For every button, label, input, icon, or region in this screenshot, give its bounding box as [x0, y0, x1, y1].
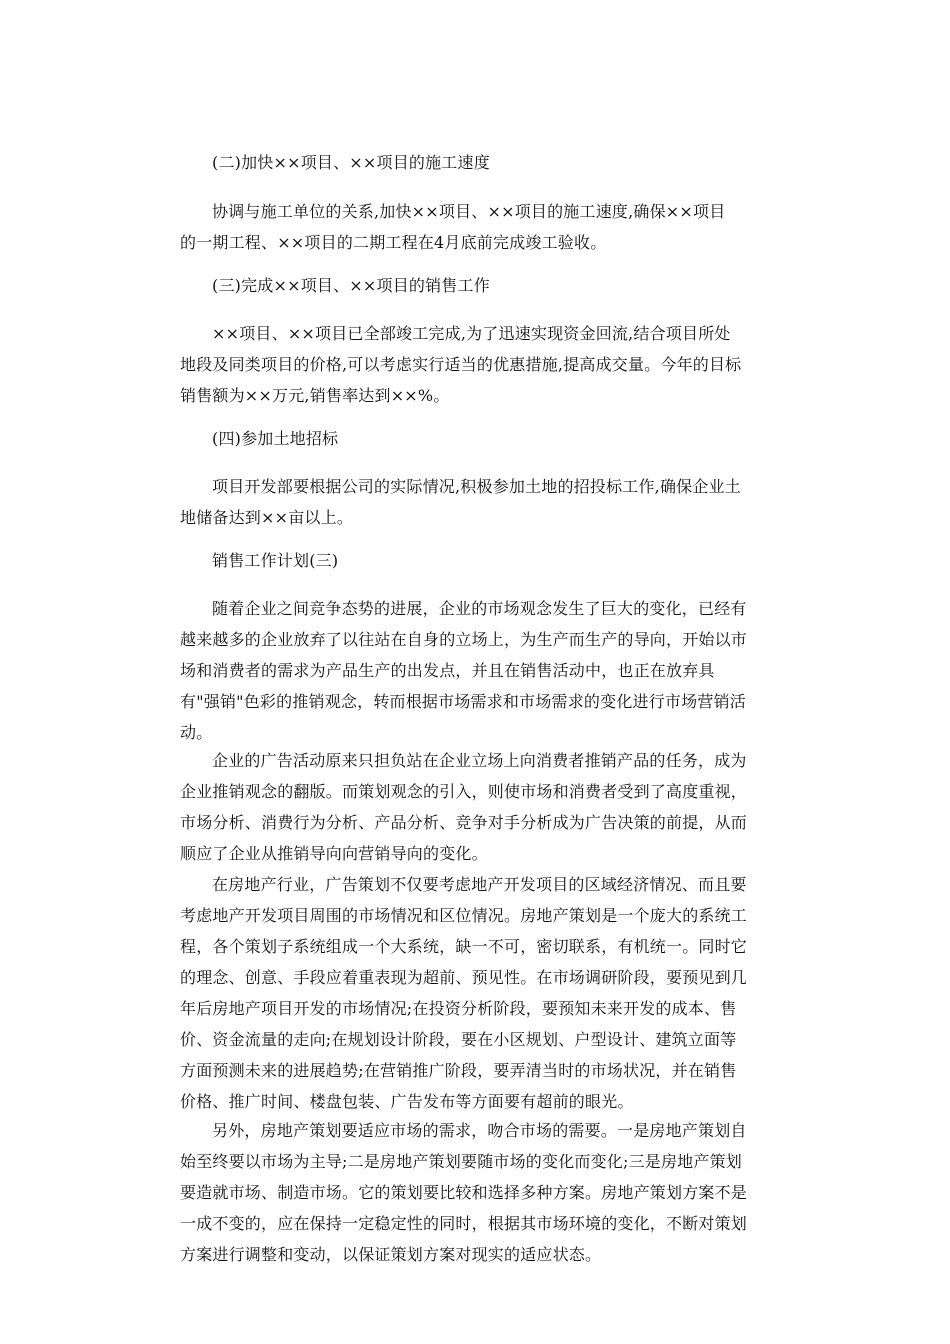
body-line: 价格、推广时间、楼盘包装、广告发布等方面要有超前的眼光。: [180, 1092, 634, 1111]
body-line: 方案进行调整和变动，以保证策划方案对现实的适应状态。: [180, 1245, 602, 1264]
body-line: 要造就市场、制造市场。它的策划要比较和选择多种方案。房地产策划方案不是: [180, 1183, 748, 1202]
body-line: 程，各个策划子系统组成一个大系统，缺一不可，密切联系，有机统一。同时它: [180, 937, 748, 956]
section-body-4: [180, 471, 780, 533]
heading-text: (三)完成××项目、××项目的销售工作: [212, 276, 490, 295]
body-line: 销售额为××万元,销售率达到××%。: [180, 386, 450, 405]
heading-text: (二)加快××项目、××项目的施工速度: [212, 153, 490, 172]
body-line: 企业推销观念的翻版。而策划观念的引入，则使市场和消费者受到了高度重视，: [180, 782, 748, 801]
body-line: 始至终要以市场为主导;二是房地产策划要随市场的变化而变化;三是房地产策划: [180, 1152, 742, 1171]
body-line: 的一期工程、××项目的二期工程在4月底前完成竣工验收。: [180, 233, 607, 252]
section-body-2: [180, 196, 780, 258]
body-line: 动。: [180, 723, 213, 742]
body-line: 企业的广告活动原来只担负站在企业立场上向消费者推销产品的任务，成为: [212, 751, 747, 770]
plan-title: [180, 545, 780, 576]
section-heading-2: [180, 147, 780, 178]
heading-text: (四)参加土地招标: [212, 429, 339, 448]
body-line: ××项目、××项目已全部竣工完成,为了迅速实现资金回流,结合项目所处: [212, 324, 731, 343]
paragraph-1: [180, 593, 780, 748]
body-line: 地段及同类项目的价格,可以考虑实行适当的优惠措施,提高成交量。今年的目标: [180, 355, 742, 374]
body-line: 一成不变的，应在保持一定稳定性的同时，根据其市场环境的变化，不断对策划: [180, 1214, 748, 1233]
plan-title-text: 销售工作计划(三): [212, 551, 339, 570]
body-line: 有"强销"色彩的推销观念，转而根据市场需求和市场需求的变化进行市场营销活: [180, 692, 746, 711]
body-line: 方面预测未来的进展趋势;在营销推广阶段，要弄清当时的市场状况，并在销售: [180, 1061, 737, 1080]
section-heading-4: [180, 423, 780, 454]
body-line: 地储备达到××亩以上。: [180, 508, 354, 527]
body-line: 顺应了企业从推销导向向营销导向的变化。: [180, 844, 488, 863]
body-line: 市场分析、消费行为分析、产品分析、竞争对手分析成为广告决策的前提，从而: [180, 813, 748, 832]
body-line: 越来越多的企业放弃了以往站在自身的立场上，为生产而生产的导向，开始以市: [180, 630, 748, 649]
body-line: 的理念、创意、手段应着重表现为超前、预见性。在市场调研阶段，要预见到几: [180, 968, 748, 987]
section-body-3: [180, 318, 780, 411]
section-heading-3: [180, 270, 780, 301]
body-line: 年后房地产项目开发的市场情况;在投资分析阶段，要预知未来开发的成本、售: [180, 999, 737, 1018]
body-line: 价、资金流量的走向;在规划设计阶段，要在小区规划、户型设计、建筑立面等: [180, 1030, 737, 1049]
paragraph-4: [180, 1115, 780, 1270]
body-line: 项目开发部要根据公司的实际情况,积极参加土地的招投标工作,确保企业土: [212, 477, 741, 496]
body-line: 另外，房地产策划要适应市场的需求，吻合市场的需要。一是房地产策划自: [212, 1121, 747, 1140]
body-line: 协调与施工单位的关系,加快××项目、××项目的施工速度,确保××项目: [212, 202, 726, 221]
body-line: 随着企业之间竞争态势的进展，企业的市场观念发生了巨大的变化，已经有: [212, 599, 747, 618]
body-line: 场和消费者的需求为产品生产的出发点，并且在销售活动中，也正在放弃具: [180, 661, 715, 680]
body-line: 在房地产行业，广告策划不仅要考虑地产开发项目的区域经济情况、而且要: [212, 875, 747, 894]
body-line: 考虑地产开发项目周围的市场情况和区位情况。房地产策划是一个庞大的系统工: [180, 906, 748, 925]
paragraph-3: [180, 869, 780, 1117]
paragraph-2: [180, 745, 780, 869]
